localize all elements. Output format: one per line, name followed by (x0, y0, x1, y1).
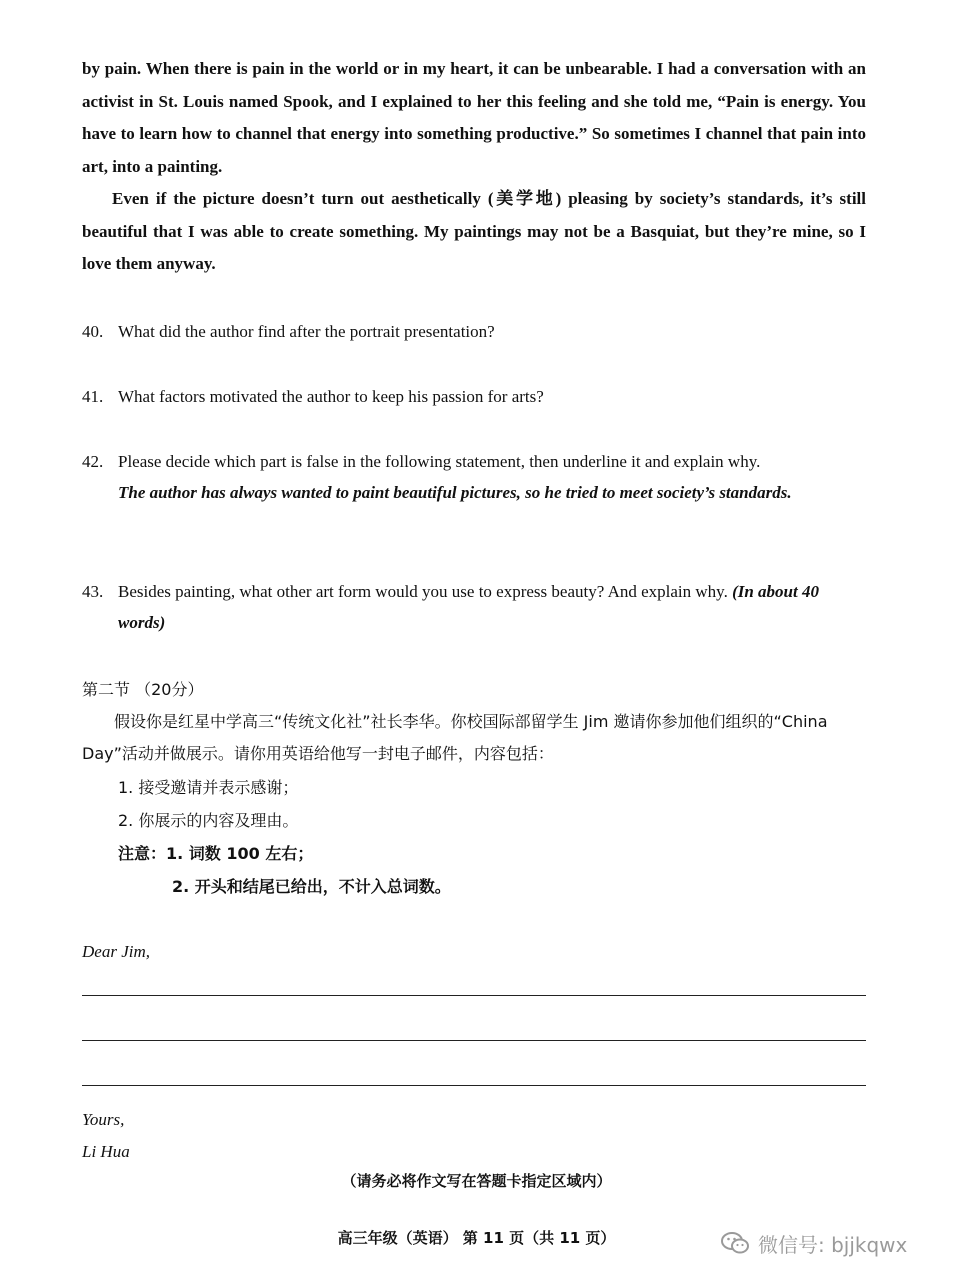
note-2: 2. 开头和结尾已给出，不计入总词数。 (172, 877, 451, 896)
watermark-text: 微信号: bjjkqwx (758, 1232, 908, 1257)
passage-paragraph-1: by pain. When there is pain in the world or in my heart, it can be unbearable. I had a conversation with an activist in St. Louis named Spook, and I explained to her this feeling and she told me, “Pain is energy. You have to learn how to channel that energy into something productive.” So sometimes I channel that pain into art, into a painting. (82, 59, 866, 176)
note-1: 注意：1. 词数 100 左右； (118, 844, 314, 863)
question-41 (82, 381, 872, 412)
question-40 (82, 316, 872, 347)
wechat-watermark (720, 1226, 940, 1260)
question-number: 40. (82, 322, 104, 341)
question-statement: The author has always wanted to paint beautiful pictures, so he tried to meet society’s standards. (118, 483, 792, 502)
question-body (118, 446, 868, 508)
word-count-note: (In about 40 words) (118, 582, 819, 632)
answer-sheet-instruction: （请务必将作文写在答题卡指定区域内） (341, 1172, 612, 1190)
letter-signature: Li Hua (82, 1142, 130, 1161)
passage-paragraph-2: Even if the picture doesn’t turn out aesthetically (美学地) pleasing by society’s standards, it’s still beautiful that I was able to create something. My paintings may not be a Basquiat, but they’re mine, so I love them anyway. (82, 189, 866, 273)
question-42 (82, 446, 872, 502)
writing-line-2 (82, 1040, 866, 1041)
question-text: Please decide which part is false in the following statement, then underline it and explain why. (118, 452, 761, 471)
question-number: 43. (82, 582, 104, 601)
requirement-2: 2. 你展示的内容及理由。 (118, 811, 299, 830)
question-43 (82, 576, 872, 632)
writing-line-3 (82, 1085, 866, 1086)
question-text: What did the author find after the portrait presentation? (118, 322, 495, 341)
letter-closing: Yours, (82, 1110, 125, 1129)
requirement-1: 1. 接受邀请并表示感谢； (118, 778, 299, 797)
writing-prompt: 假设你是红星中学高三“传统文化社”社长李华。你校国际部留学生 Jim 邀请你参加他们组织的“China Day”活动并做展示。请你用英语给他写一封电子邮件，内容包括： (82, 712, 828, 763)
section-heading: 第二节 （20分） (82, 680, 204, 699)
question-text: What factors motivated the author to keep his passion for arts? (118, 387, 544, 406)
question-text: Besides painting, what other art form would you use to express beauty? And explain why. (118, 582, 728, 601)
question-body (118, 576, 868, 638)
letter-greeting: Dear Jim, (82, 942, 150, 961)
question-number: 42. (82, 452, 104, 471)
question-number: 41. (82, 387, 104, 406)
page-footer: 高三年级（英语） 第 11 页（共 11 页） (337, 1229, 616, 1247)
writing-line-1 (82, 995, 866, 996)
wechat-icon (720, 1230, 750, 1256)
